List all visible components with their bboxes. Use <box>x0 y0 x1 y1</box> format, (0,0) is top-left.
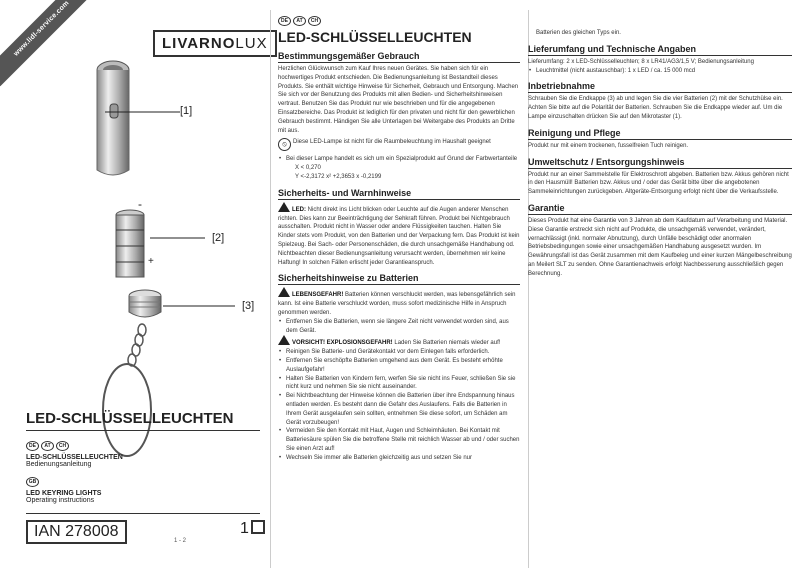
svg-text:+: + <box>148 256 154 267</box>
cleaning-text: Produkt nur mit einem trockenen, fusselfreien Tuch reinigen. <box>528 142 689 149</box>
flashlight-body-icon <box>97 61 180 175</box>
list-item: • Vermeiden Sie den Kontakt mit Haut, Augen und Schleimhäuten. Bei Kontakt mit Batteriesäure spülen Sie die betroffene Stelle mit reichlich Wasser ab und / oder suchen Sie einen Arzt auf! <box>278 427 520 453</box>
battery-list-2 <box>278 348 520 462</box>
battery-list-1 <box>278 318 520 336</box>
instructions-column-1 <box>270 0 528 578</box>
no-room-lighting-icon: ⦸ <box>278 138 291 151</box>
lidl-service-banner[interactable]: www.lidl-service.com <box>0 0 99 86</box>
warning-icon <box>278 202 290 212</box>
callout-3: [3] <box>242 300 255 312</box>
section-heading: Sicherheitshinweise zu Batterien <box>278 273 520 285</box>
usage-note <box>278 138 520 151</box>
warning-text: Laden Sie Batterien niemals wieder auf! <box>394 340 501 347</box>
brand-suffix: LUX <box>235 35 268 52</box>
spec-list <box>528 67 792 76</box>
badge-ch: CH <box>56 441 69 451</box>
list-item: • Halten Sie Batterien von Kindern fern, werfen Sie sie nicht ins Feuer, schließen Sie sie nicht kurz und nehmen Sie sie nicht auseinander. <box>278 375 520 393</box>
warning-label: LEBENSGEFAHR! <box>292 292 344 299</box>
english-block[interactable] <box>26 477 101 504</box>
intro-text: Herzlichen Glückwunsch zum Kauf Ihres neuen Gerätes. Sie haben sich für ein hochwertiges Produkt entschieden. Die Bedienungsanleitung ist Bestandteil dieses Produkts. Sie enthält wichtige Hinweise für Sicherheit, Gebrauch und Entsorgung. Machen Sie sich vor der Benutzung des Produkts mit allen Bedien- und Sicherheitshinweisen vertraut. Benutzen Sie das Produkt nur wie beschrieben und für die angegebenen Einsatzbereiche. Das Produkt ist lediglich für den privaten und nicht für den gewerblichen Gebrauch bestimmt. Händigen Sie alle Unterlagen bei Weitergabe des Produkts an Dritte mit aus. <box>278 66 519 134</box>
keyring-icon <box>103 324 151 456</box>
warning-icon <box>278 287 290 297</box>
warning-text: Batterien können verschluckt werden, was lebensgefährlich sein kann. Ist eine Batterie verschluckt worden, muss sofort medizinische Hilfe in Anspruch genommen werden. <box>278 292 516 316</box>
badge-at: AT <box>293 16 306 26</box>
badge-ch: CH <box>308 16 321 26</box>
list-item: • Bei dieser Lampe handelt es sich um ein Spezialprodukt auf Grund der Farbwertanteile <box>278 155 520 164</box>
instructions-column-2 <box>528 0 802 578</box>
section-heading: Umweltschutz / Entsorgungshinweis <box>528 157 792 169</box>
setup-text: Schrauben Sie die Endkappe (3) ab und legen Sie die vier Batterien (2) mit der Schutzhülse ein. Achten Sie bitte auf die Polarität der Batterien. Schrauben Sie die Endkappe wieder auf. Um die Lampe einzuschalten drücken Sie auf den Mikrotaster (1). <box>528 96 783 120</box>
warning-label: LED: <box>292 206 306 213</box>
english-block-sub: Operating instructions <box>26 497 95 504</box>
list-item: • Bei Nichtbeachtung der Hinweise können die Batterien über ihre Endspannung hinaus entladen werden. Es besteht dann die Gefahr des Auslaufens. Falls die Batterien in Ihrem Gerät ausgelaufen sein sollten, entnehmen Sie diese sofort, um Schäden am Gerät vorzubeugen! <box>278 392 520 427</box>
list-item: • Wechseln Sie immer alle Batterien gleichzeitig aus und setzen Sie nur <box>278 454 520 463</box>
square-icon <box>251 520 265 534</box>
badge-de: DE <box>26 441 39 451</box>
cover-column <box>0 0 270 578</box>
section-heading: Lieferumfang und Technische Angaben <box>528 44 792 56</box>
page-title: LED-SCHLÜSSELLEUCHTEN <box>278 29 472 45</box>
country-badges <box>278 16 520 26</box>
callout-2: [2] <box>212 232 225 244</box>
section-heading: Bestimmungsgemäßer Gebrauch <box>278 51 520 63</box>
german-block-sub: Bedienungsanleitung <box>26 461 92 468</box>
color-formula-y: Y <-2,3172 x² +2,3653 x -0,2199 <box>295 173 382 180</box>
list-item: • Leuchtmittel (nicht austauschbar): 1 x LED / ca. 15 000 mcd <box>528 67 792 76</box>
usage-note-text: Diese LED-Lampe ist nicht für die Raumbeleuchtung im Haushalt geeignet <box>293 139 491 146</box>
end-cap-icon <box>129 290 235 317</box>
warning-text: Nicht direkt ins Licht blicken oder Leuchte auf die Augen anderer Menschen richten. Dies kann zur Beeinträchtigung der Sehkraft führen. Produkt bei Nichtgebrauch ausschalten. Produkt nicht in Wasser oder andere Flüssigkeiten tauchen. Halten Sie Kinder stets vom Produkt, von den Batterien und der Verpackung fern. Das Produkt ist kein Spielzeug. Bei Sach- oder Personenschäden, die durch unsachgemäße Handhabung od. Nichtbeachten dieser Bedienungsanleitung verursacht werden, übernehmen wir keine Haftung! In solchen Fällen erlischt jeder Garantieanspruch. <box>278 206 520 266</box>
list-item: • Reinigen Sie Batterie- und Gerätekontakt vor dem Einlegen falls erforderlich. <box>278 348 520 357</box>
ian-number: IAN 278008 <box>26 520 127 544</box>
divider <box>26 430 260 431</box>
country-badges-gb <box>26 477 101 487</box>
badge-gb: GB <box>26 477 39 487</box>
svg-text:-: - <box>138 197 142 211</box>
cover-title: LED-SCHLÜSSELLEUCHTEN <box>26 410 234 427</box>
scope-text: Lieferumfang: 2 x LED-Schlüsselleuchten; 8 x LR41/AG3/1,5 V; Bedienungsanleitung <box>528 58 754 65</box>
disposal-text: Produkt nur an einer Sammelstelle für Elektroschrott abgeben. Batterien bzw. Akkus gehören nicht in den Hausmüll! Batterien bzw. Akkus und / oder das Gerät bitte über die angebotenen Sammeleinrichtungen zurückgeben. Altgeräte-Entsorgung erfolgt nicht über die Verkaufsstelle. <box>528 171 789 196</box>
german-block-title: LED-SCHLÜSSELLEUCHTEN <box>26 454 123 461</box>
list-item: • Entfernen Sie erschöpfte Batterien umgehend aus dem Gerät. Es besteht erhöhte Auslaufgefahr! <box>278 357 520 375</box>
section-heading: Reinigung und Pflege <box>528 128 792 140</box>
callout-1: [1] <box>180 105 193 117</box>
color-formula-x: X < 0,270 <box>295 165 321 172</box>
quantity-indicator <box>240 520 265 538</box>
divider <box>26 513 260 514</box>
warranty-text: Dieses Produkt hat eine Garantie von 3 Jahren ab dem Kaufdatum auf Verarbeitung und Material. Diese Garantie erstreckt sich nicht auf Produkte, die unsachgemäß verwendet, verändert, vernachlässigt (inkl. normaler Abnutzung), durch Unfälle beschädigt oder anormalen Betriebsbedingungen sowie einer unsachgemäßen Handhabung ausgesetzt wurden. Im Gewährungsfall ist das Gerät zusammen mit dem Kaufbeleg und einer kurzen Mängelbeschreibung an Meilert SLT zu senden. Ohne Garantienachweis erfolgt Nachbesserung ausschließlich gegen Berechnung. <box>528 217 792 277</box>
warning-label: VORSICHT! EXPLOSIONSGEFAHR! <box>292 340 393 347</box>
section-heading: Sicherheits- und Warnhinweise <box>278 188 520 200</box>
battery-stack-icon <box>116 197 205 277</box>
life-danger-warning <box>278 287 520 317</box>
list-item: • Entfernen Sie die Batterien, wenn sie längere Zeit nicht verwendet worden sind, aus dem Gerät. <box>278 318 520 336</box>
spec-list <box>278 155 520 164</box>
quantity-value: 1 <box>240 520 249 537</box>
badge-de: DE <box>278 16 291 26</box>
english-block-title: LED KEYRING LIGHTS <box>26 490 102 497</box>
warning-icon <box>278 335 290 345</box>
explosion-warning <box>278 335 520 348</box>
section-heading: Inbetriebnahme <box>528 81 792 93</box>
led-warning <box>278 202 520 268</box>
german-block[interactable] <box>26 441 123 468</box>
page-range: 1 - 2 <box>174 538 187 544</box>
section-heading: Garantie <box>528 203 792 215</box>
badge-at: AT <box>41 441 54 451</box>
continued-text: Batterien des gleichen Typs ein. <box>536 30 621 36</box>
country-badges-de <box>26 441 123 451</box>
brand-main: LIVARNO <box>162 35 236 52</box>
